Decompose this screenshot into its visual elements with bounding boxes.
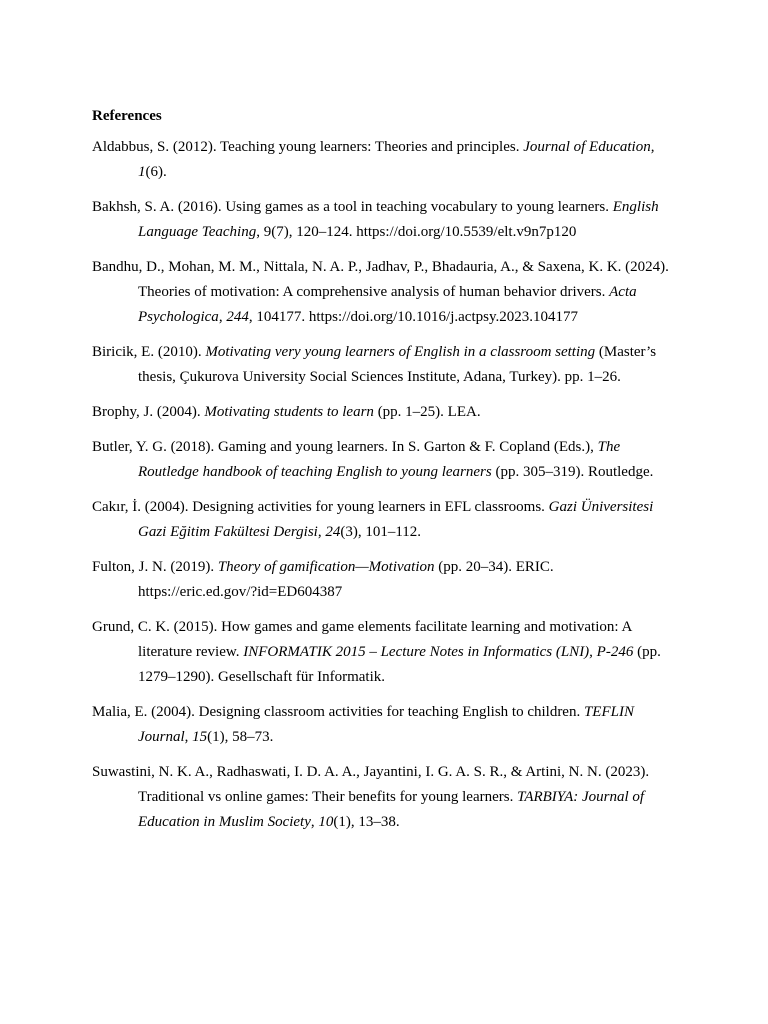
references-heading: References	[92, 108, 162, 124]
reference-italic-text: 244	[226, 309, 249, 325]
reference-italic-text: 10	[318, 814, 334, 830]
reference-text: Malia, E. (2004). Designing classroom activities for teaching English to children.	[92, 704, 584, 720]
reference-text: (pp. 1–25). LEA.	[373, 404, 481, 420]
reference-italic-text: Gazi Üniversitesi Gazi Eğitim Fakültesi Dergisi	[138, 499, 654, 540]
reference-italic-text: Acta Psychologica	[138, 284, 637, 325]
reference-text: Bandhu, D., Mohan, M. M., Nittala, N. A. P., Jadhav, P., Bhadauria, A., & Saxena, K. K. (2024). Theories of motivation: A comprehensive analysis of human behavior drivers.	[92, 259, 669, 300]
reference-entry	[92, 340, 674, 390]
reference-text: (pp. 1279–1290). Gesellschaft für Informatik.	[138, 644, 661, 685]
reference-italic-text: Motivating very young learners of English in a classroom setting	[205, 344, 596, 360]
reference-text: ,	[317, 524, 326, 540]
reference-text: (3), 101–112.	[340, 524, 422, 540]
reference-italic-text: Journal of Education, 1	[138, 139, 655, 180]
reference-text: (1), 13–38.	[333, 814, 400, 830]
reference-entry	[92, 135, 674, 185]
reference-entry	[92, 615, 674, 690]
reference-text: Brophy, J. (2004).	[92, 404, 205, 420]
reference-text: (pp. 20–34). ERIC. https://eric.ed.gov/?id=ED604387	[138, 559, 554, 600]
document-page	[92, 105, 674, 845]
reference-text: Cakır, İ. (2004). Designing activities for young learners in EFL classrooms.	[92, 499, 549, 515]
reference-entry	[92, 700, 674, 750]
reference-italic-text: English Language Teaching	[138, 199, 659, 240]
reference-text: ,	[184, 729, 193, 745]
reference-text: Suwastini, N. K. A., Radhaswati, I. D. A. A., Jayantini, I. G. A. S. R., & Artini, N. N. (2023). Traditional vs online games: Their benefits for young learners.	[92, 764, 650, 805]
reference-text: Aldabbus, S. (2012). Teaching young learners: Theories and principles.	[92, 139, 524, 155]
reference-text: Bakhsh, S. A. (2016). Using games as a tool in teaching vocabulary to young learners.	[92, 199, 613, 215]
reference-text: Butler, Y. G. (2018). Gaming and young learners. In S. Garton & F. Copland (Eds.),	[92, 439, 598, 455]
reference-italic-text: Motivating students to learn	[204, 404, 374, 420]
reference-text: (Master’s thesis, Çukurova University Social Sciences Institute, Adana, Turkey). pp. 1–26.	[138, 344, 657, 385]
reference-text: (1), 58–73.	[207, 729, 274, 745]
reference-text: ,	[218, 309, 227, 325]
reference-text: (pp. 305–319). Routledge.	[491, 464, 654, 480]
reference-italic-text: TEFLIN Journal	[138, 704, 634, 745]
reference-italic-text: 15	[192, 729, 208, 745]
reference-list	[92, 135, 674, 835]
reference-entry	[92, 435, 674, 485]
reference-text: Biricik, E. (2010).	[92, 344, 206, 360]
reference-text: Grund, C. K. (2015). How games and game elements facilitate learning and motivation: A literature review.	[92, 619, 632, 660]
reference-italic-text: Theory of gamification—Motivation	[217, 559, 435, 575]
reference-italic-text: INFORMATIK 2015 – Lecture Notes in Informatics (LNI), P-246	[243, 644, 634, 660]
reference-entry	[92, 400, 674, 425]
reference-text: ,	[310, 814, 319, 830]
reference-text: , 9(7), 120–124. https://doi.org/10.5539/elt.v9n7p120	[256, 224, 577, 240]
reference-text: , 104177. https://doi.org/10.1016/j.actpsy.2023.104177	[248, 309, 578, 325]
reference-entry	[92, 495, 674, 545]
reference-text: Fulton, J. N. (2019).	[92, 559, 218, 575]
reference-entry	[92, 760, 674, 835]
reference-text: (6).	[145, 164, 167, 180]
reference-entry	[92, 555, 674, 605]
reference-entry	[92, 255, 674, 330]
reference-italic-text: The Routledge handbook of teaching English to young learners	[138, 439, 621, 480]
reference-italic-text: TARBIYA: Journal of Education in Muslim Society	[138, 789, 645, 830]
reference-italic-text: 24	[325, 524, 341, 540]
reference-entry	[92, 195, 674, 245]
